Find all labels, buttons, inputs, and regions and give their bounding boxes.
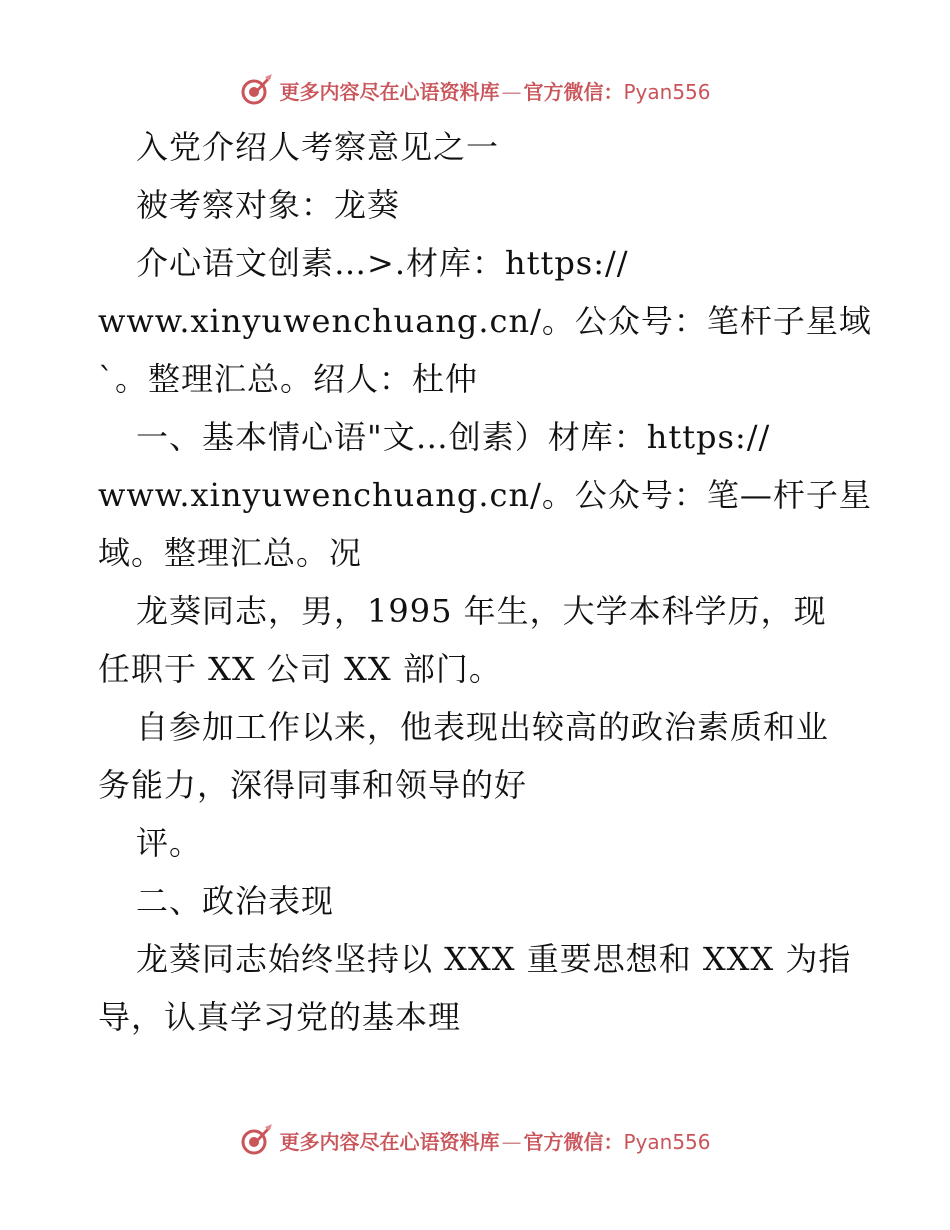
banner-dash: — (501, 79, 522, 104)
footer-banner (0, 1120, 950, 1160)
section-heading: 一、基本情心语"文…创素）材库：https:// (136, 418, 771, 456)
doc-line: 域。整理汇总。况 (98, 534, 363, 572)
banner-main-text: 更多内容尽在心语资料库 (279, 1129, 500, 1154)
doc-line: www.xinyuwenchuang.cn/。公众号：笔杆子星域 (98, 302, 872, 340)
doc-line: 任职于 XX 公司 XX 部门。 (98, 650, 502, 688)
banner-wechat-label: 官方微信： (523, 1129, 624, 1154)
banner-text (279, 76, 710, 105)
header-banner (0, 70, 950, 110)
doc-line: 评。 (136, 824, 203, 862)
doc-title: 入党介绍人考察意见之一 (136, 128, 500, 166)
quill-logo-icon (239, 73, 273, 107)
banner-wechat-label: 官方微信： (523, 79, 624, 104)
banner-wechat-id: Pyan556 (623, 1129, 711, 1154)
doc-line: www.xinyuwenchuang.cn/。公众号：笔—杆子星 (98, 476, 872, 514)
doc-line: 被考察对象：龙葵 (136, 186, 401, 224)
doc-line: 龙葵同志始终坚持以 XXX 重要思想和 XXX 为指 (136, 940, 852, 978)
section-heading: 二、政治表现 (136, 882, 335, 920)
banner-text (279, 1126, 710, 1155)
doc-line: `。整理汇总。绍人：杜仲 (98, 360, 479, 398)
banner-wechat-id: Pyan556 (623, 79, 711, 104)
doc-line: 介心语文创素…>.材库：https:// (136, 244, 629, 282)
doc-line: 务能力，深得同事和领导的好 (98, 766, 528, 804)
quill-logo-icon (239, 1123, 273, 1157)
doc-line: 龙葵同志，男，1995 年生，大学本科学历，现 (136, 592, 827, 630)
doc-line: 导，认真学习党的基本理 (98, 998, 462, 1036)
banner-dash: — (501, 1129, 522, 1154)
banner-main-text: 更多内容尽在心语资料库 (279, 79, 500, 104)
doc-line: 自参加工作以来，他表现出较高的政治素质和业 (136, 708, 830, 746)
